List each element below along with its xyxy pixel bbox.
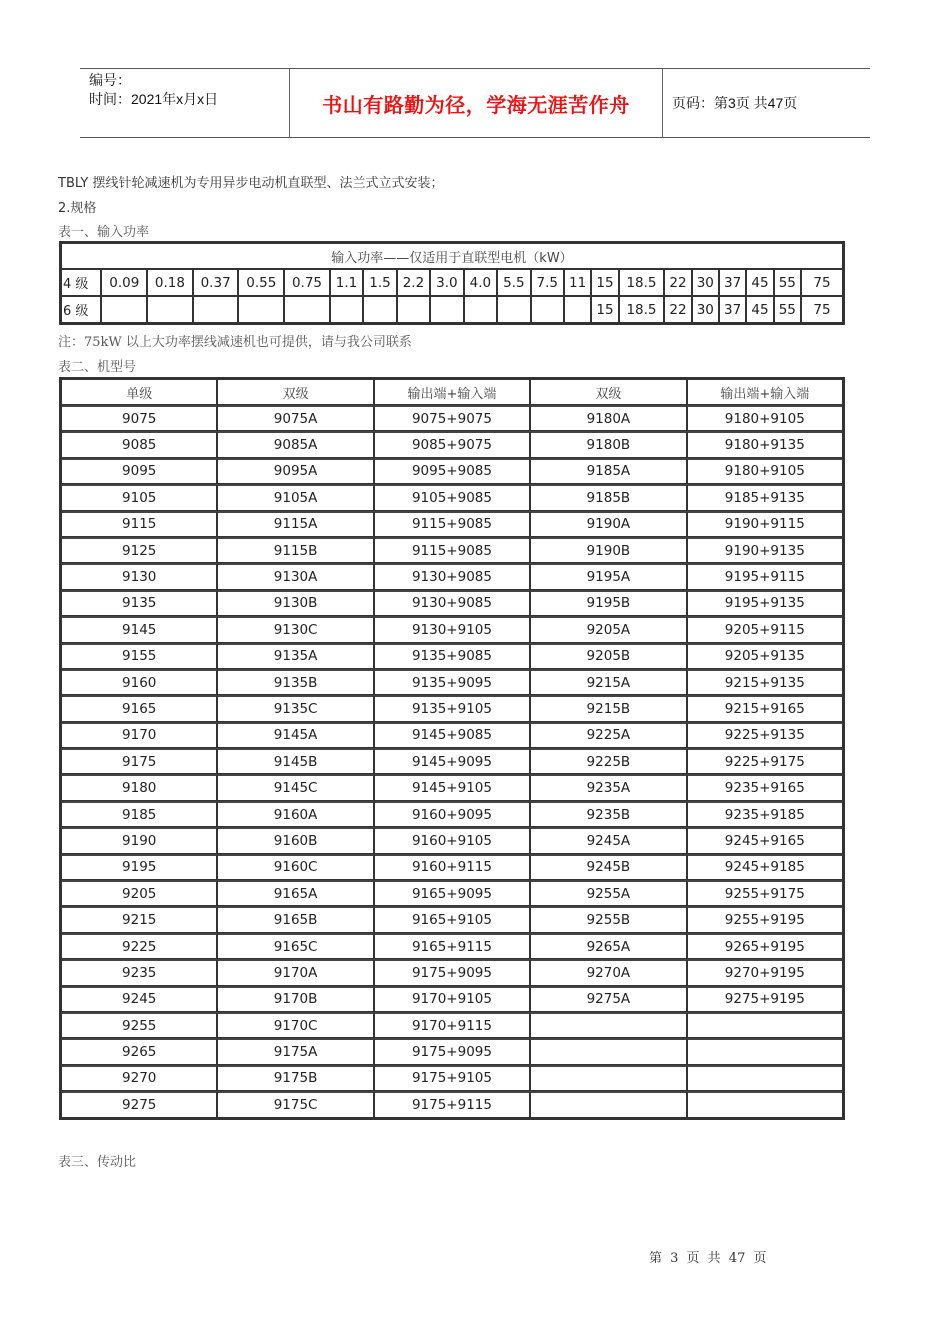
table-cell	[101, 296, 147, 323]
table-cell: 9175+9105	[374, 1065, 530, 1091]
table-cell: 9215	[61, 906, 217, 932]
table-cell: 9175C	[217, 1091, 373, 1117]
table-cell: 9095A	[217, 458, 373, 484]
table-cell: 9235A	[530, 774, 686, 800]
table-cell: 9265+9195	[687, 933, 843, 959]
column-header: 输出端+输入端	[374, 379, 530, 405]
table-cell: 9255	[61, 1012, 217, 1038]
table-cell: 75	[801, 296, 843, 323]
table-cell: 9190A	[530, 511, 686, 537]
table-cell	[530, 1091, 686, 1117]
table-cell: 15	[591, 296, 618, 323]
table-cell	[687, 1065, 843, 1091]
table-cell: 9170C	[217, 1012, 373, 1038]
table-cell: 9135C	[217, 695, 373, 721]
table-cell: 9115B	[217, 537, 373, 563]
table-cell: 9175+9115	[374, 1091, 530, 1117]
table-cell: 9095+9085	[374, 458, 530, 484]
table1-caption: 表一、输入功率	[58, 225, 150, 240]
table-cell: 9170A	[217, 959, 373, 985]
table-cell	[497, 296, 530, 323]
intro-line: TBLY 摆线针轮减速机为专用异步电动机直联型、法兰式立式安装；	[58, 176, 444, 191]
table-cell: 0.09	[101, 269, 147, 296]
table-cell: 9095	[61, 458, 217, 484]
table-cell: 9175+9095	[374, 1038, 530, 1064]
table-cell	[238, 296, 284, 323]
model-number-table	[59, 377, 845, 1120]
table-cell: 2.2	[397, 269, 430, 296]
table-cell: 9115+9085	[374, 537, 530, 563]
table-cell: 9115A	[217, 511, 373, 537]
column-header: 双级	[530, 379, 686, 405]
table3-caption: 表三、传动比	[58, 1155, 137, 1170]
table-cell: 9235+9185	[687, 801, 843, 827]
table-row	[61, 616, 843, 642]
table-cell: 22	[664, 296, 691, 323]
table-cell: 9130C	[217, 616, 373, 642]
table-row	[61, 1091, 843, 1117]
table-cell: 9215A	[530, 669, 686, 695]
table-cell: 9205A	[530, 616, 686, 642]
table-cell: 9170B	[217, 986, 373, 1012]
table-cell	[430, 296, 463, 323]
table-cell: 9145B	[217, 748, 373, 774]
table-row	[61, 563, 843, 589]
header-meta	[80, 69, 290, 137]
table-cell: 9205B	[530, 643, 686, 669]
table-row	[61, 269, 843, 296]
table-cell	[687, 1091, 843, 1117]
table-cell	[397, 296, 430, 323]
table-cell: 7.5	[531, 269, 564, 296]
table-cell: 9085A	[217, 431, 373, 457]
table-cell: 9075	[61, 405, 217, 431]
table-cell: 9205	[61, 880, 217, 906]
table-cell: 9105	[61, 484, 217, 510]
table-cell: 45	[746, 296, 773, 323]
table-row	[61, 827, 843, 853]
table-header-row	[61, 379, 843, 405]
table-cell: 9075A	[217, 405, 373, 431]
table-cell	[147, 296, 193, 323]
table-cell	[193, 296, 239, 323]
table-cell: 9160+9105	[374, 827, 530, 853]
table-cell	[687, 1038, 843, 1064]
table-cell: 9160A	[217, 801, 373, 827]
table-cell: 9255+9195	[687, 906, 843, 932]
table-cell: 9265A	[530, 933, 686, 959]
table-cell: 9180	[61, 774, 217, 800]
table-cell: 9115+9085	[374, 511, 530, 537]
table-cell: 9170+9105	[374, 986, 530, 1012]
table-cell: 9160B	[217, 827, 373, 853]
table-cell: 9165C	[217, 933, 373, 959]
table-cell: 9205+9135	[687, 643, 843, 669]
table-cell: 9215B	[530, 695, 686, 721]
table-cell: 9160+9115	[374, 854, 530, 880]
table-cell: 9190+9135	[687, 537, 843, 563]
table-cell: 9190	[61, 827, 217, 853]
table-cell: 9195+9135	[687, 590, 843, 616]
table-cell: 9180A	[530, 405, 686, 431]
table-cell: 9235+9165	[687, 774, 843, 800]
table-row	[61, 1012, 843, 1038]
row-label: 6 级	[61, 296, 101, 323]
table-row	[61, 458, 843, 484]
table-row	[61, 643, 843, 669]
table-cell	[363, 296, 396, 323]
row-label: 4 级	[61, 269, 101, 296]
table-cell: 9270	[61, 1065, 217, 1091]
table-cell	[464, 296, 497, 323]
table-cell: 9195	[61, 854, 217, 880]
table-cell: 55	[774, 269, 801, 296]
date-label: 时间：2021年x月x日	[89, 91, 219, 107]
table-row	[61, 405, 843, 431]
table-cell: 9265	[61, 1038, 217, 1064]
table-cell: 9205+9115	[687, 616, 843, 642]
table-row	[61, 669, 843, 695]
table-row	[61, 748, 843, 774]
table-row	[61, 590, 843, 616]
table-cell: 9255+9175	[687, 880, 843, 906]
table-cell: 9130+9085	[374, 563, 530, 589]
table-cell	[687, 1012, 843, 1038]
table-cell: 9175+9095	[374, 959, 530, 985]
table-row	[61, 1065, 843, 1091]
table-cell: 0.18	[147, 269, 193, 296]
table-cell: 9255A	[530, 880, 686, 906]
table-cell: 9160	[61, 669, 217, 695]
table-cell: 37	[719, 269, 746, 296]
table-cell	[530, 1038, 686, 1064]
table-cell: 9225+9135	[687, 722, 843, 748]
table-cell: 9135+9095	[374, 669, 530, 695]
table-cell: 9235B	[530, 801, 686, 827]
table-cell: 9165A	[217, 880, 373, 906]
page-header	[80, 68, 870, 138]
table-cell: 9180B	[530, 431, 686, 457]
table-cell: 9125	[61, 537, 217, 563]
table-cell: 9135+9105	[374, 695, 530, 721]
table-cell: 0.75	[284, 269, 330, 296]
table-cell: 9255B	[530, 906, 686, 932]
table-cell: 18.5	[619, 269, 665, 296]
table-cell: 9225+9175	[687, 748, 843, 774]
table-cell: 9225A	[530, 722, 686, 748]
table-row	[61, 801, 843, 827]
table-cell	[284, 296, 330, 323]
table-cell: 9175A	[217, 1038, 373, 1064]
table-cell: 9105+9085	[374, 484, 530, 510]
table-cell: 9245A	[530, 827, 686, 853]
table-cell: 9165B	[217, 906, 373, 932]
table-cell: 9175B	[217, 1065, 373, 1091]
table-cell: 9175	[61, 748, 217, 774]
table-row	[61, 880, 843, 906]
table-row	[61, 906, 843, 932]
table-cell: 9225B	[530, 748, 686, 774]
table-cell: 9165+9115	[374, 933, 530, 959]
table-cell: 9215+9135	[687, 669, 843, 695]
table-row	[61, 695, 843, 721]
table-cell: 11	[564, 269, 591, 296]
table-cell: 9130B	[217, 590, 373, 616]
table-cell: 22	[664, 269, 691, 296]
table-cell: 30	[692, 296, 719, 323]
table-cell: 9105A	[217, 484, 373, 510]
table-cell: 9185B	[530, 484, 686, 510]
table-cell: 1.1	[330, 269, 363, 296]
table-cell: 9270+9195	[687, 959, 843, 985]
table-cell: 9245+9165	[687, 827, 843, 853]
table-cell: 45	[746, 269, 773, 296]
table-cell: 9270A	[530, 959, 686, 985]
table-cell: 9155	[61, 643, 217, 669]
table-row	[61, 511, 843, 537]
table-cell: 9275+9195	[687, 986, 843, 1012]
table-cell: 9275	[61, 1091, 217, 1117]
table-cell: 9180+9135	[687, 431, 843, 457]
table-cell: 9085	[61, 431, 217, 457]
table-row	[61, 296, 843, 323]
table-cell: 9180+9105	[687, 458, 843, 484]
table-cell: 9135A	[217, 643, 373, 669]
table-cell	[564, 296, 591, 323]
table-row	[61, 933, 843, 959]
table-cell: 4.0	[464, 269, 497, 296]
table-cell: 9160C	[217, 854, 373, 880]
table-cell: 9195+9115	[687, 563, 843, 589]
table-cell: 9190+9115	[687, 511, 843, 537]
table-cell: 9115	[61, 511, 217, 537]
table-cell: 9130+9105	[374, 616, 530, 642]
table-title: 输入功率——仅适用于直联型电机（kW）	[61, 243, 843, 269]
code-label: 编号：	[89, 72, 131, 88]
table-cell	[530, 1012, 686, 1038]
column-header: 双级	[217, 379, 373, 405]
table-cell: 9245+9185	[687, 854, 843, 880]
table-title-row	[61, 243, 843, 269]
table-cell: 9170+9115	[374, 1012, 530, 1038]
table-cell: 30	[692, 269, 719, 296]
table-cell	[531, 296, 564, 323]
table-cell: 75	[801, 269, 843, 296]
motto: 书山有路勤为径，学海无涯苦作舟	[290, 69, 663, 137]
table-cell: 9075+9075	[374, 405, 530, 431]
table-cell: 9235	[61, 959, 217, 985]
table-cell: 1.5	[363, 269, 396, 296]
table-cell: 9145+9095	[374, 748, 530, 774]
table-cell: 0.55	[238, 269, 284, 296]
table-cell: 5.5	[497, 269, 530, 296]
table-cell: 9165+9095	[374, 880, 530, 906]
table-cell: 9135B	[217, 669, 373, 695]
page-footer: 第 3 页 共 47 页	[649, 1251, 767, 1266]
table-cell: 9135	[61, 590, 217, 616]
table-row	[61, 431, 843, 457]
table-cell: 9145A	[217, 722, 373, 748]
table-cell: 9145C	[217, 774, 373, 800]
table-cell: 9190B	[530, 537, 686, 563]
table-cell: 9195B	[530, 590, 686, 616]
table-cell: 9215+9165	[687, 695, 843, 721]
table-cell: 9130A	[217, 563, 373, 589]
table-cell: 9185	[61, 801, 217, 827]
table-cell: 9225	[61, 933, 217, 959]
table-cell: 9085+9075	[374, 431, 530, 457]
table-row	[61, 722, 843, 748]
table-cell: 9145	[61, 616, 217, 642]
table-cell: 9165+9105	[374, 906, 530, 932]
table-cell: 9180+9105	[687, 405, 843, 431]
table-cell	[330, 296, 363, 323]
table-cell: 15	[591, 269, 618, 296]
table-cell: 9170	[61, 722, 217, 748]
table-row	[61, 537, 843, 563]
table-cell: 9145+9105	[374, 774, 530, 800]
table-row	[61, 959, 843, 985]
table-row	[61, 484, 843, 510]
table-cell	[530, 1065, 686, 1091]
table-cell: 9185+9135	[687, 484, 843, 510]
section-heading: 2.规格	[58, 201, 97, 216]
table-row	[61, 774, 843, 800]
table-cell: 3.0	[430, 269, 463, 296]
table-cell: 9130+9085	[374, 590, 530, 616]
table-cell: 18.5	[619, 296, 665, 323]
table-cell: 9245	[61, 986, 217, 1012]
column-header: 输出端+输入端	[687, 379, 843, 405]
table2-caption: 表二、机型号	[58, 360, 137, 375]
table-cell: 9275A	[530, 986, 686, 1012]
table-row	[61, 1038, 843, 1064]
table-cell: 9160+9095	[374, 801, 530, 827]
table-row	[61, 986, 843, 1012]
table-cell: 0.37	[193, 269, 239, 296]
table-cell: 9195A	[530, 563, 686, 589]
table-cell: 55	[774, 296, 801, 323]
table-cell: 9245B	[530, 854, 686, 880]
table-cell: 9135+9085	[374, 643, 530, 669]
table-row	[61, 854, 843, 880]
note: 注：75kW 以上大功率摆线减速机也可提供，请与我公司联系	[58, 335, 412, 350]
input-power-table	[59, 241, 845, 325]
table-cell: 9145+9085	[374, 722, 530, 748]
table-cell: 9185A	[530, 458, 686, 484]
table-cell: 9165	[61, 695, 217, 721]
column-header: 单级	[61, 379, 217, 405]
page-info: 页码：第3页 共47页	[672, 95, 798, 111]
table-cell: 9130	[61, 563, 217, 589]
table-cell: 37	[719, 296, 746, 323]
